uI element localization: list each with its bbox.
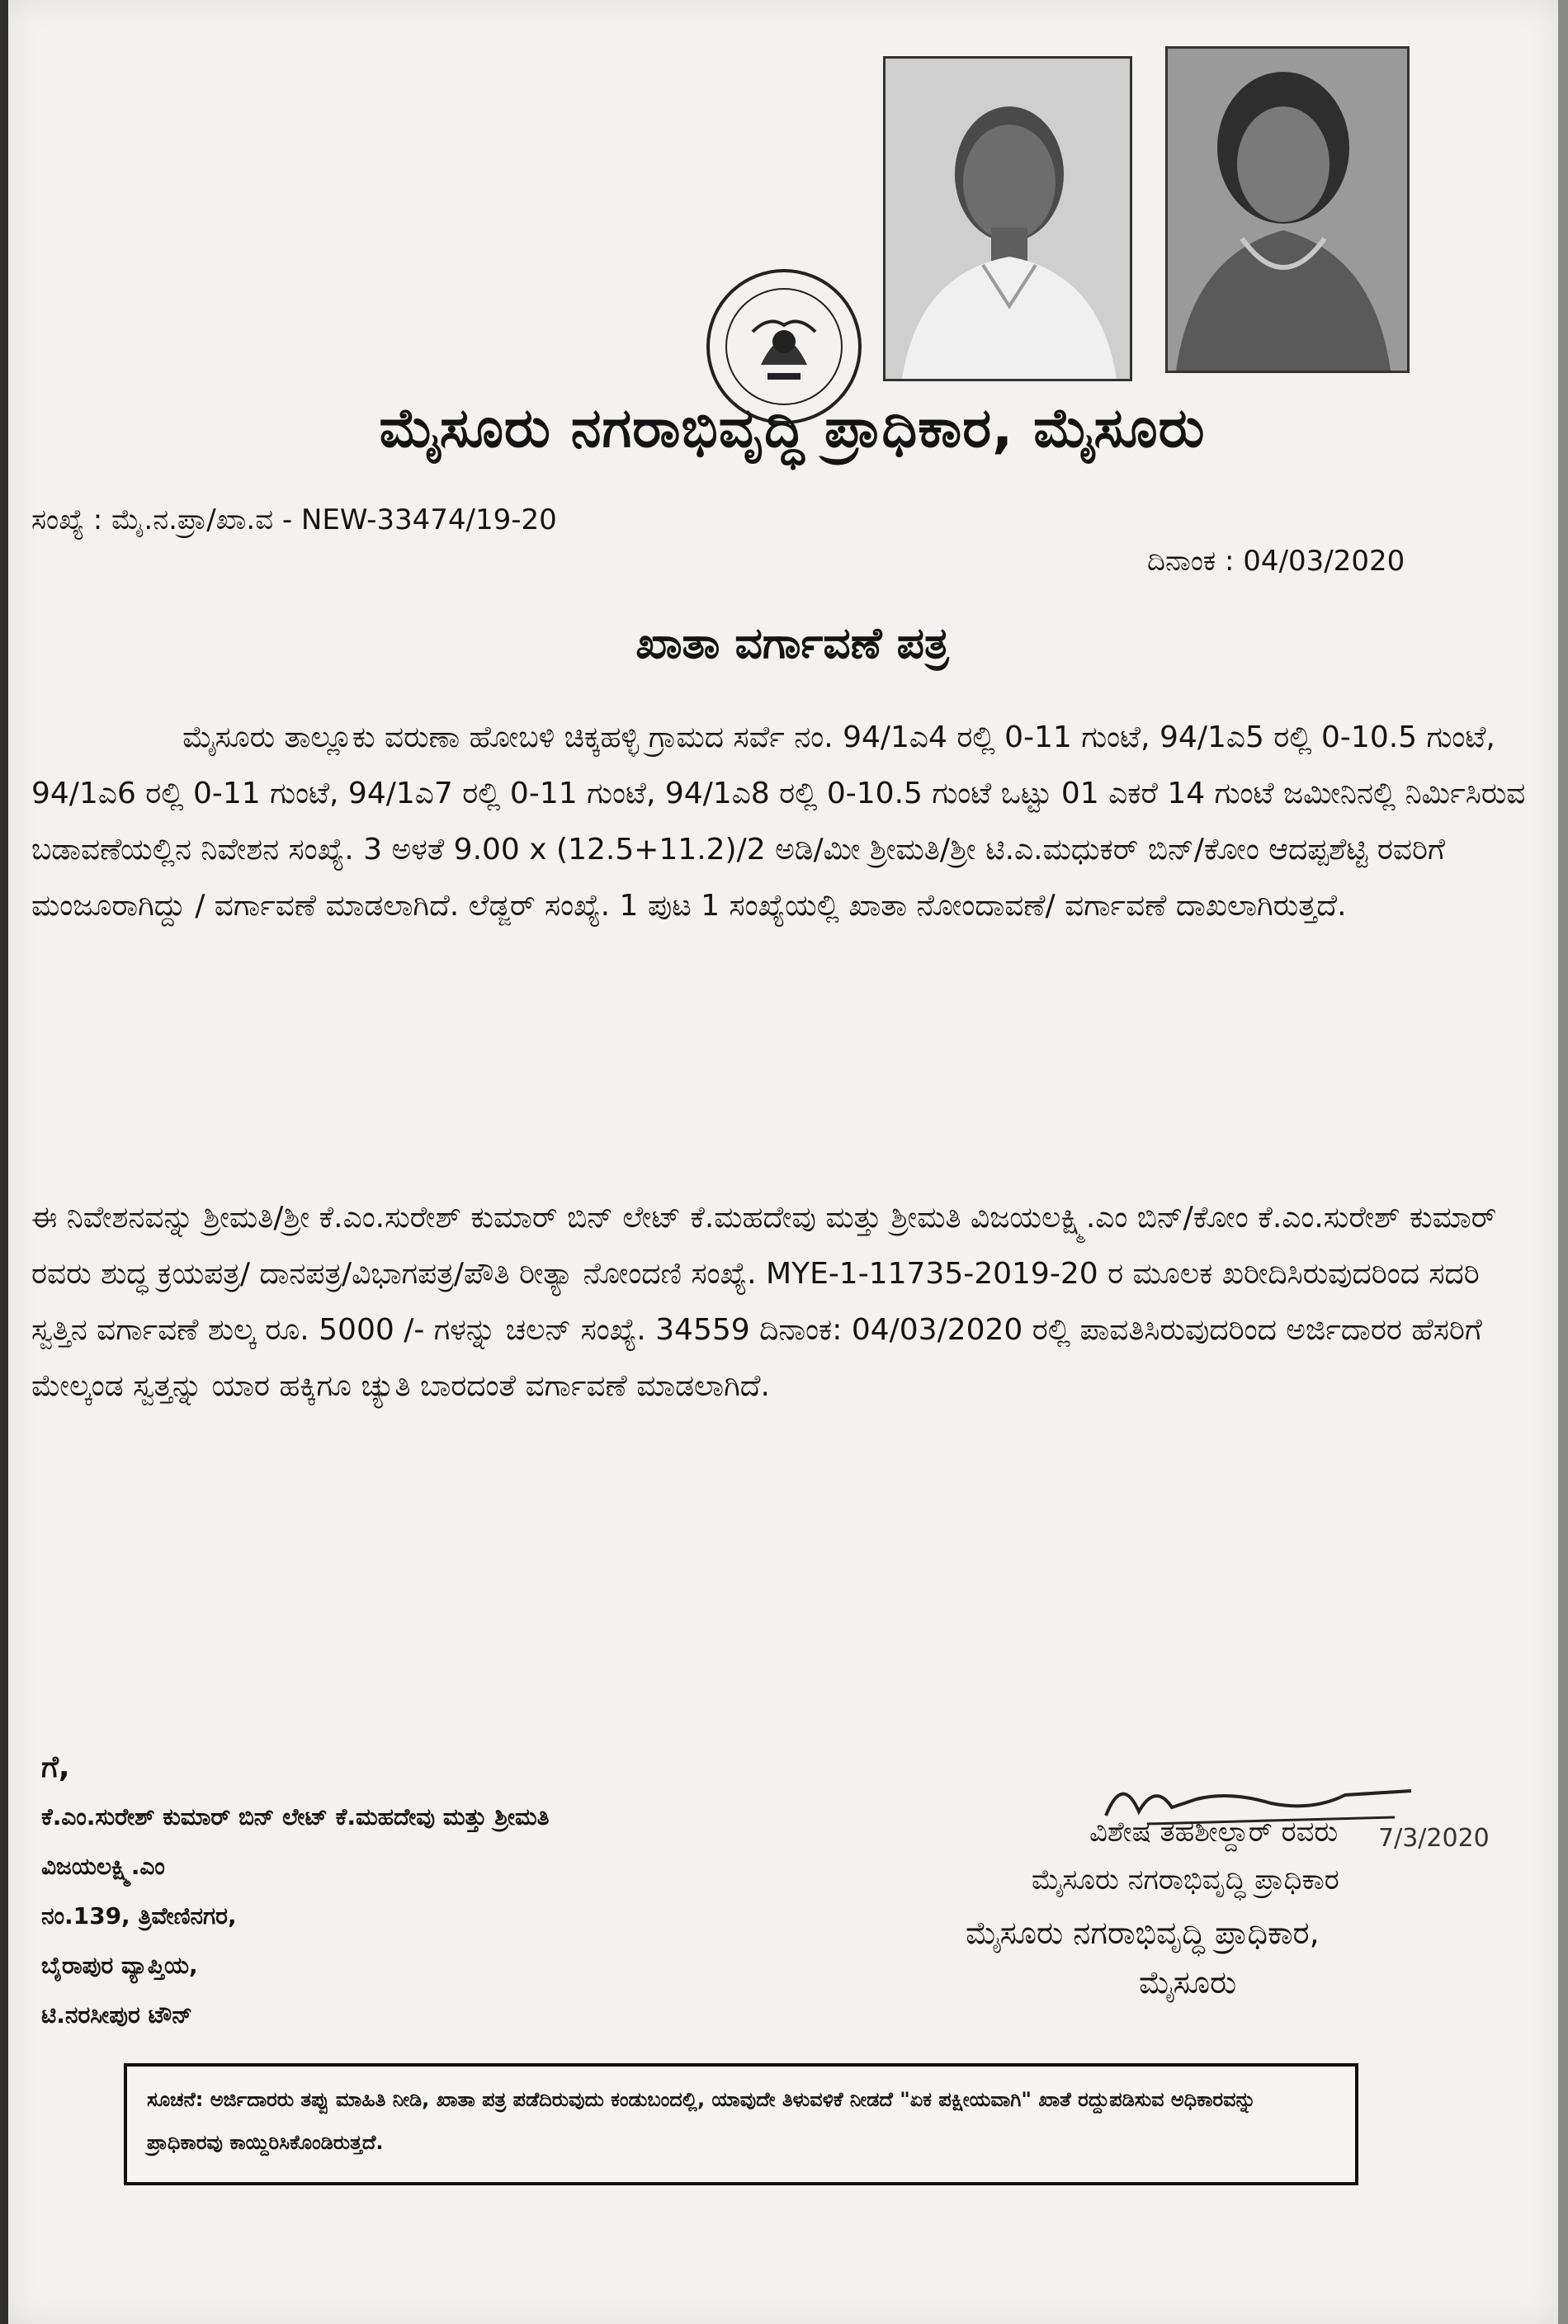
applicant-photo-male [883, 56, 1132, 381]
signatory-office-stamp: ಮೈಸೂರು ನಗರಾಭಿವೃದ್ಧಿ ಪ್ರಾಧಿಕಾರ [1032, 1863, 1339, 1897]
scan-edge-left [0, 0, 8, 2324]
addressee-line: ಟಿ.ನರಸೀಪುರ ಟೌನ್ [41, 2001, 192, 2029]
addressee-line: ಕೆ.ಎಂ.ಸುರೇಶ್ ಕುಮಾರ್ ಬಿನ್ ಲೇಟ್ ಕೆ.ಮಹದೇವು ಮತ್ತು ಶ್ರೀಮತಿ [41, 1803, 550, 1830]
scan-edge-right [1558, 0, 1568, 2324]
addressee-line: ಬೈರಾಪುರ ವ್ಯಾಪ್ತಿಯ, [41, 1952, 198, 1979]
document-subtitle: ಖಾತಾ ವರ್ಗಾವಣೆ ಪತ್ರ [635, 619, 949, 668]
reference-number: ಸಂಖ್ಯೆ : ಮೈ.ನ.ಪ್ರಾ/ಖಾ.ವ - NEW-33474/19-20 [31, 503, 557, 536]
issue-date: ದಿನಾಂಕ : 04/03/2020 [1147, 545, 1405, 578]
signature-block [949, 1766, 1560, 2000]
applicant-photo-female [1165, 46, 1410, 373]
signatory-authority: ಮೈಸೂರು ನಗರಾಭಿವೃದ್ಧಿ ಪ್ರಾಧಿಕಾರ, [966, 1915, 1320, 1951]
addressee-line: ನಂ.139, ತ್ರಿವೇಣಿನಗರ, [41, 1902, 237, 1930]
addressee-block [41, 1743, 883, 2040]
signatory-designation: ವಿಶೇಷ ತಹಶೀಲ್ದಾರ್ ರವರು [1089, 1816, 1339, 1849]
addressee-salutation: ಗೆ, [41, 1750, 70, 1784]
notice-box: ಸೂಚನೆ: ಅರ್ಜಿದಾರರು ತಪ್ಪು ಮಾಹಿತಿ ನೀಡಿ, ಖಾತಾ ಪತ್ರ ಪಡೆದಿರುವುದು ಕಂಡುಬಂದಲ್ಲಿ, ಯಾವುದೇ ತಿಳುವಳಿಕೆ ನೀಡದೆ "ಏಕ ಪಕ್ಷೀಯವಾಗಿ" ಖಾತೆ ರದ್ದುಪಡಿಸುವ ಅಧಿಕಾರವನ್ನು ಪ್ರಾಧಿಕಾರವು ಕಾಯ್ದಿರಿಸಿಕೊಂಡಿರುತ್ತದೆ. [124, 2063, 1358, 2185]
addressee-line: ವಿಜಯಲಕ್ಷ್ಮಿ.ಎಂ [41, 1853, 165, 1880]
portrait-male-icon [886, 59, 1130, 379]
portrait-female-icon [1168, 49, 1407, 371]
signatory-city: ಮೈಸೂರು [1139, 1964, 1237, 2000]
authority-title: ಮೈಸೂರು ನಗರಾಭಿವೃದ್ಧಿ ಪ್ರಾಧಿಕಾರ, ಮೈಸೂರು [379, 396, 1206, 460]
handwritten-date: 7/3/2020 [1378, 1824, 1490, 1853]
paragraph-transfer: ಈ ನಿವೇಶನವನ್ನು ಶ್ರೀಮತಿ/ಶ್ರೀ ಕೆ.ಎಂ.ಸುರೇಶ್ ಕುಮಾರ್ ಬಿನ್ ಲೇಟ್ ಕೆ.ಮಹದೇವು ಮತ್ತು ಶ್ರೀಮತಿ ವಿಜಯಲಕ್ಷ್ಮಿ.ಎಂ ಬಿನ್/ಕೋಂ ಕೆ.ಎಂ.ಸುರೇಶ್ ಕುಮಾರ್ ರವರು ಶುದ್ಧ ಕ್ರಯಪತ್ರ/ ದಾನಪತ್ರ/ವಿಭಾಗಪತ್ರ/ಪೌತಿ ರೀತ್ಯಾ ನೋಂದಣಿ ಸಂಖ್ಯೆ. MYE-1-11735-2019-20 ರ ಮೂಲಕ ಖರೀದಿಸಿರುವುದರಿಂದ ಸದರಿ ಸ್ವತ್ತಿನ ವರ್ಗಾವಣೆ ಶುಲ್ಕ ರೂ. 5000 /- ಗಳನ್ನು ಚಲನ್ ಸಂಖ್ಯೆ. 34559 ದಿನಾಂಕ: 04/03/2020 ರಲ್ಲಿ ಪಾವತಿಸಿರುವುದರಿಂದ ಅರ್ಜಿದಾರರ ಹೆಸರಿಗೆ ಮೇಲ್ಕಂಡ ಸ್ವತ್ತನ್ನು ಯಾರ ಹಕ್ಕಿಗೂ ಚ್ಯುತಿ ಬಾರದಂತೆ ವರ್ಗಾವಣೆ ಮಾಡಲಾಗಿದೆ. [31, 1201, 1506, 1403]
paragraph-allotment: ಮೈಸೂರು ತಾಲ್ಲೂಕು ವರುಣಾ ಹೋಬಳಿ ಚಿಕ್ಕಹಳ್ಳಿ ಗ್ರಾಮದ ಸರ್ವೆ ನಂ. 94/1ಎ4 ರಲ್ಲಿ 0-11 ಗುಂಟೆ, 94/1ಎ5 ರಲ್ಲಿ 0-10.5 ಗುಂಟೆ, 94/1ಎ6 ರಲ್ಲಿ 0-11 ಗುಂಟೆ, 94/1ಎ7 ರಲ್ಲಿ 0-11 ಗುಂಟೆ, 94/1ಎ8 ರಲ್ಲಿ 0-10.5 ಗುಂಟೆ ಒಟ್ಟು 01 ಎಕರೆ 14 ಗುಂಟೆ ಜಮೀನಿನಲ್ಲಿ ನಿರ್ಮಿಸಿರುವ ಬಡಾವಣೆಯಲ್ಲಿನ ನಿವೇಶನ ಸಂಖ್ಯೆ. 3 ಅಳತೆ 9.00 x (12.5+11.2)/2 ಅಡಿ/ಮೀ ಶ್ರೀಮತಿ/ಶ್ರೀ ಟಿ.ಎ.ಮಧುಕರ್ ಬಿನ್/ಕೋಂ ಆದಪ್ಪಶೆಟ್ಟಿ ರವರಿಗೆ ಮಂಜೂರಾಗಿದ್ದು / ವರ್ಗಾವಣೆ ಮಾಡಲಾಗಿದೆ. ಲೆಡ್ಜರ್ ಸಂಖ್ಯೆ. 1 ಪುಟ 1 ಸಂಖ್ಯೆಯಲ್ಲಿ ಖಾತಾ ನೋಂದಾವಣೆ/ ವರ್ಗಾವಣೆ ದಾಖಲಾಗಿರುತ್ತದೆ. [31, 720, 1535, 923]
document-page [8, 0, 1558, 2324]
